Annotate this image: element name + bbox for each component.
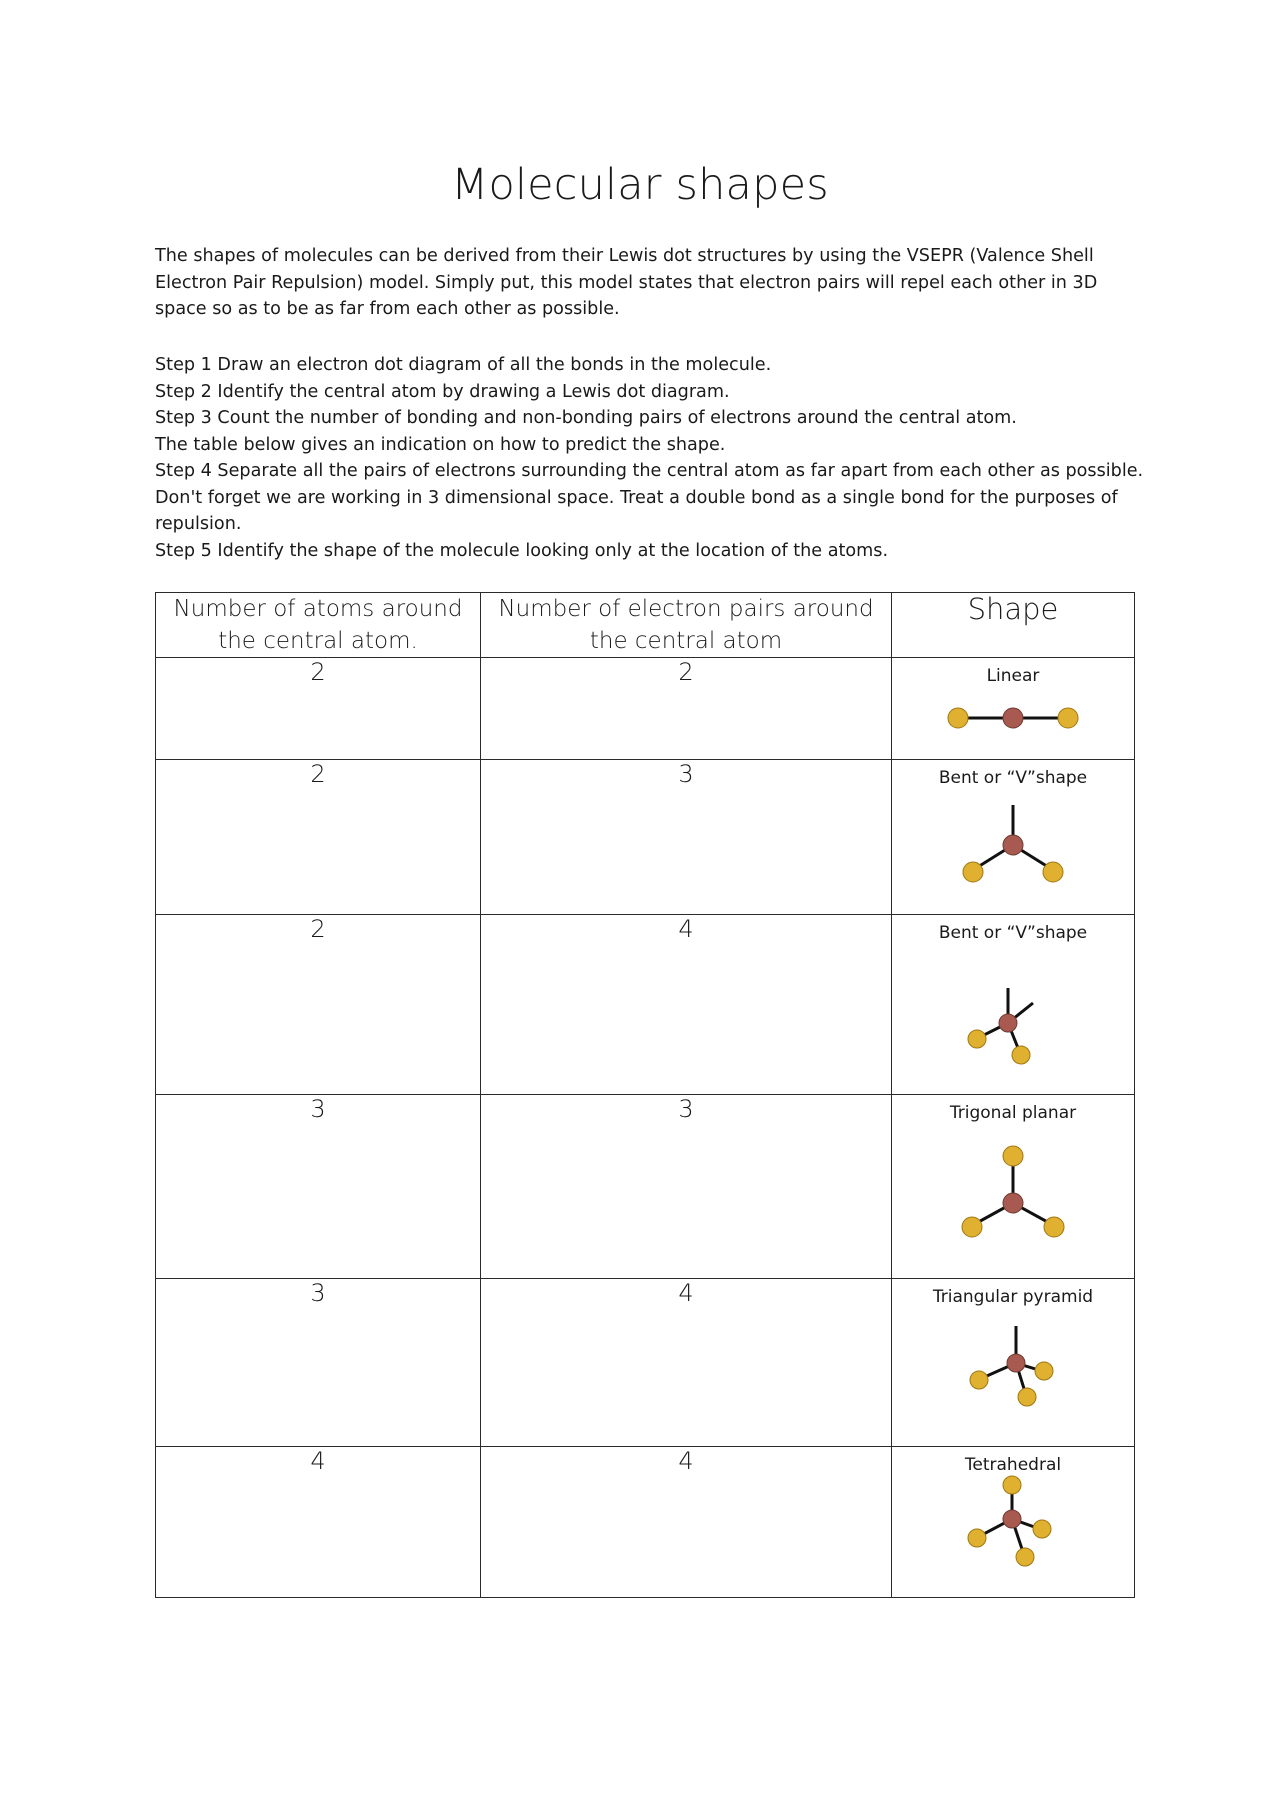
pairs-cell: 4 xyxy=(481,1447,892,1598)
molecular-shapes-table xyxy=(155,592,1135,1598)
shape-label: Tetrahedral xyxy=(964,1455,1062,1475)
step-line: Step 4 Separate all the pairs of electrons surrounding the central atom as far apart from each other as possible. Don't forget we are working in 3 dimensional space. Treat a double bond as a single bond for the purposes of repulsion. xyxy=(155,461,1144,534)
shape-cell xyxy=(892,1447,1135,1598)
step-line: The table below gives an indication on how to predict the shape. xyxy=(155,434,726,455)
step-line: Step 2 Identify the central atom by drawing a Lewis dot diagram. xyxy=(155,381,730,402)
table-row xyxy=(156,1279,1135,1447)
shape-cell xyxy=(892,760,1135,915)
linear-molecule-icon xyxy=(943,688,1083,738)
steps-list xyxy=(155,352,1145,564)
table-row xyxy=(156,1095,1135,1279)
shape-label: Trigonal planar xyxy=(949,1103,1077,1123)
shape-cell xyxy=(892,1279,1135,1447)
table-row xyxy=(156,760,1135,915)
shape-label: Bent or “V”shape xyxy=(938,768,1088,788)
atoms-cell: 4 xyxy=(156,1447,481,1598)
pairs-cell: 3 xyxy=(481,1095,892,1279)
intro-paragraph: The shapes of molecules can be derived from their Lewis dot structures by using the VSEPR (Valence Shell Electron Pair Repulsion) model. Simply put, this model states that electron pairs will repel each other in 3D space so as to be as far from each other as possible. xyxy=(155,246,1098,319)
atoms-cell: 3 xyxy=(156,1095,481,1279)
shape-cell xyxy=(892,915,1135,1095)
bent-molecule-icon xyxy=(963,983,1063,1083)
tetrahedral-molecule-icon xyxy=(958,1475,1068,1575)
triangular-pyramid-molecule-icon xyxy=(958,1321,1068,1421)
step-line: Step 1 Draw an electron dot diagram of all the bonds in the molecule. xyxy=(155,355,772,375)
shape-cell xyxy=(892,658,1135,760)
shape-label: Linear xyxy=(986,666,1040,686)
table-row xyxy=(156,915,1135,1095)
bent-molecule-icon xyxy=(953,800,1073,895)
atoms-cell: 3 xyxy=(156,1279,481,1447)
trigonal-planar-molecule-icon xyxy=(953,1143,1073,1258)
table-row xyxy=(156,658,1135,760)
table-header-row xyxy=(156,593,1135,658)
atoms-cell: 2 xyxy=(156,915,481,1095)
shape-label: Bent or “V”shape xyxy=(938,923,1088,943)
atoms-cell: 2 xyxy=(156,760,481,915)
shape-label: Triangular pyramid xyxy=(932,1287,1094,1307)
pairs-cell: 3 xyxy=(481,760,892,915)
atoms-cell: 2 xyxy=(156,658,481,760)
header-atoms: Number of atoms around the central atom. xyxy=(156,593,481,658)
header-shape: Shape xyxy=(892,593,1135,658)
page-title: Molecular shapes xyxy=(451,160,829,210)
pairs-cell: 4 xyxy=(481,915,892,1095)
pairs-cell: 2 xyxy=(481,658,892,760)
step-line: Step 3 Count the number of bonding and non-bonding pairs of electrons around the central atom. xyxy=(155,408,1017,428)
shape-cell xyxy=(892,1095,1135,1279)
table-row xyxy=(156,1447,1135,1598)
step-line: Step 5 Identify the shape of the molecule looking only at the location of the atoms. xyxy=(155,540,889,561)
pairs-cell: 4 xyxy=(481,1279,892,1447)
header-pairs: Number of electron pairs around the central atom xyxy=(481,593,892,658)
